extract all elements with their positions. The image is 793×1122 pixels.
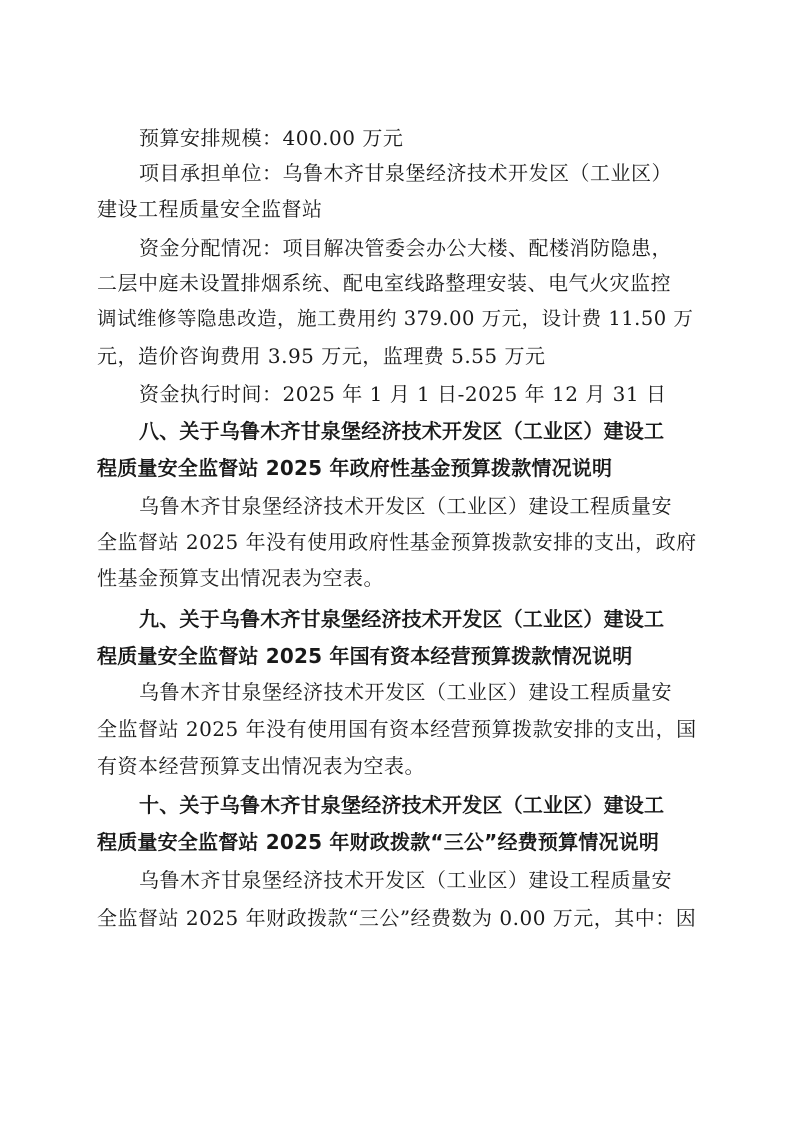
section-10-paragraph-line-1: 乌鲁木齐甘泉堡经济技术开发区（工业区）建设工程质量安 — [139, 868, 672, 892]
section-8-heading-line-2: 程质量安全监督站 2025 年政府性基金预算拨款情况说明 — [97, 456, 613, 480]
section-9-paragraph-line-2: 全监督站 2025 年没有使用国有资本经营预算拨款安排的支出，国 — [97, 717, 697, 741]
section-10-paragraph-line-2: 全监督站 2025 年财政拨款“三公”经费数为 0.00 万元，其中：因 — [97, 906, 697, 930]
section-8-heading-line-1: 八、关于乌鲁木齐甘泉堡经济技术开发区（工业区）建设工 — [139, 419, 665, 443]
section-9-paragraph-line-1: 乌鲁木齐甘泉堡经济技术开发区（工业区）建设工程质量安 — [139, 680, 672, 704]
fund-allocation-line-1: 资金分配情况：项目解决管委会办公大楼、配楼消防隐患， — [139, 236, 672, 260]
section-10-heading-line-2: 程质量安全监督站 2025 年财政拨款“三公”经费预算情况说明 — [97, 830, 660, 854]
undertaking-unit-line: 项目承担单位：乌鲁木齐甘泉堡经济技术开发区（工业区） — [139, 161, 672, 185]
fund-allocation-line-2: 二层中庭未设置排烟系统、配电室线路整理安装、电气火灾监控 — [97, 271, 671, 295]
section-8-paragraph-line-3: 性基金预算支出情况表为空表。 — [97, 566, 384, 590]
section-10-heading-line-1: 十、关于乌鲁木齐甘泉堡经济技术开发区（工业区）建设工 — [139, 793, 665, 817]
fund-allocation-line-3: 调试维修等隐患改造，施工费用约 379.00 万元，设计费 11.50 万 — [97, 307, 694, 330]
budget-scale-line: 预算安排规模：400.00 万元 — [139, 126, 404, 150]
section-9-heading-line-2: 程质量安全监督站 2025 年国有资本经营预算拨款情况说明 — [97, 644, 633, 668]
section-8-paragraph-line-2: 全监督站 2025 年没有使用政府性基金预算拨款安排的支出，政府 — [97, 530, 697, 554]
execution-time-line: 资金执行时间：2025 年 1 月 1 日-2025 年 12 月 31 日 — [139, 382, 667, 406]
fund-allocation-line-4: 元，造价咨询费用 3.95 万元，监理费 5.55 万元 — [97, 344, 546, 368]
section-9-paragraph-line-3: 有资本经营预算支出情况表为空表。 — [97, 754, 425, 778]
undertaking-unit-line-continued: 建设工程质量安全监督站 — [97, 197, 323, 221]
section-8-paragraph-line-1: 乌鲁木齐甘泉堡经济技术开发区（工业区）建设工程质量安 — [139, 494, 672, 518]
section-9-heading-line-1: 九、关于乌鲁木齐甘泉堡经济技术开发区（工业区）建设工 — [139, 607, 665, 631]
